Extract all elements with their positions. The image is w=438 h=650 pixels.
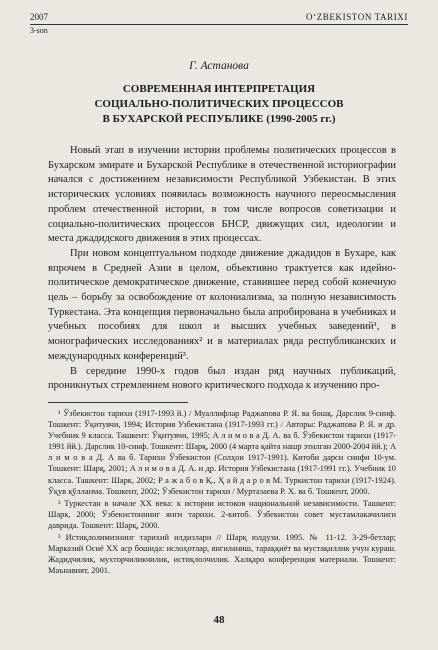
title-line: В БУХАРСКОЙ РЕСПУБЛИКЕ (1990-2005 гг.) <box>102 113 336 125</box>
footnote: ¹ Ўзбекистон тарихи (1917-1993 й.) / Муаллифлар Раджапова Р. Я. ва бошқ. Дарслик 9-синф. Тошкент: Ўқитувчи, 1994; История Узбекистана (1917-1993 гг.) / Авторы: Раджапова Р. Я. и др. Учебник 9 класса. Ташкент: Ўқитувчи, 1995; А л и м о в а Д. А. ва б. Ўзбекистон тарихи (1917-1991 йй.). Дарслик 10-синф. Тошкент: Шарқ, 2000 (4 марта қайта нашр этилган 2000-2004 йй.); А л и м о в а Д. А ва б. Тарихи Ўзбекистон (Солҳои 1917-1991). Китоби дарси синфи 10-ум. Тошкент: Шарқ, 2001; А л и м о в а Д. А. и др. История Узбекистана (1917-1991 гг.). Учебник 10 класса. Ташкент: Шарк, 2002; Р а ж а б о в Қ., Ҳ а й д а р о в М. Туркистон тарихи (1917-1924). Ўқув қўлланма. Тошкент, 2002; Ўзбекистон тарихи / Муртазаева Р. Х. ва б. Тошкент, 2000. <box>48 409 397 496</box>
title-line: СОЦИАЛЬНО-ПОЛИТИЧЕСКИХ ПРОЦЕССОВ <box>94 98 344 110</box>
article-author: Г. Астанова <box>189 60 249 72</box>
page-number: 48 <box>213 614 225 626</box>
footnote: ² Туркестан в начале XX века: к истории истоков национальной независимости. Ташкент: Шарк, 2000; Ўзбекистоннинг янги тарихи. 2-китоб. Ўзбекистон совет мустамлакачилиги даврида. Тошкент: Шарқ, 2000. <box>48 498 396 530</box>
title-line: СОВРЕМЕННАЯ ИНТЕРПРЕТАЦИЯ <box>122 83 316 95</box>
header-issue: 3-son <box>30 26 48 35</box>
body-paragraph: В середине 1990-х годов был издан ряд научных публикаций, проникнутых стремлением нового критического подхода к изучению про- <box>48 365 396 392</box>
body-paragraph: Новый этап в изучении истории проблемы политических процессов в Бухарском эмирате и Бухарской Республике в отечественной историографии начался с достижением независимости Республикой Узбекистан. В этих исторических условиях появилась возможность научного переосмысления проблем отечественной истории, в том числе вопросов советизации и социально-политических процессов БНСР, движущих сил, идеологии и места джадидского движения в этих процессах. <box>48 145 396 245</box>
article-body <box>48 144 396 394</box>
article-title <box>30 82 408 127</box>
footnotes <box>48 408 396 577</box>
footnote: ³ Истиқлолимизнинг тарихий илдизлари // Шарқ юлдузи. 1995. № 11-12. 3-29-бетлар; Марказий Осиё XX аср бошида: ислоҳотлар, янгиланиш, тараққиёт ва мустақиллик учун кураш. Жадидчилик, мухторчиликчилик, истиқлолчилик. Халқаро конференция материали. Тошкент: Маънавият, 2001. <box>48 533 396 576</box>
footnote-divider <box>48 402 188 403</box>
body-paragraph: При новом концептуальном подходе движение джадидов в Бухаре, как впрочем в Средней Азии в целом, объективно трактуется как идейно-политическое демократическое движение, ставившее перед собой конечную цель – борьбу за освобождение от колониализма, за полную независимость Туркестана. Эта концепция первоначально была апробирована в учебниках и учебных пособиях для школ и высших учебных заведений¹, в монографических исследованиях² и в материалах ряда республиканских и международных конференций³. <box>48 247 396 362</box>
running-header <box>30 12 408 25</box>
header-year: 2007 <box>30 12 48 22</box>
header-journal-title: O‘ZBEKISTON TARIXI <box>306 12 408 22</box>
